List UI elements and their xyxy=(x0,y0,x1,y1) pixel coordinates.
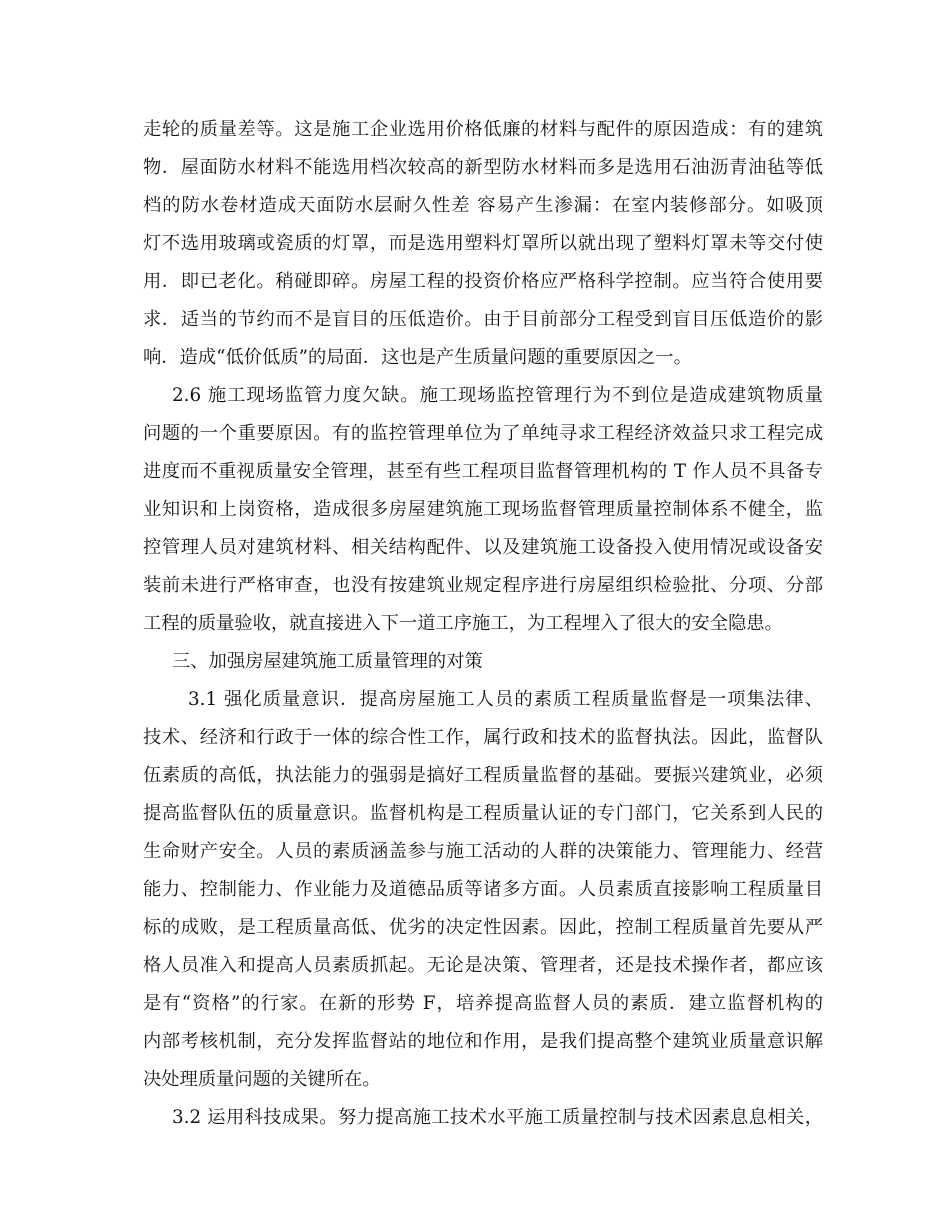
body-text-line: 工程的质量验收，就直接进入下一道工序施工，为工程埋入了很大的安全隐患。 xyxy=(143,613,783,634)
body-text-line: 标的成败，是工程质量高低、优劣的决定性因素。因此，控制工程质量首先要从严 xyxy=(143,917,823,938)
body-text-line: 档的防水卷材造成天面防水层耐久性差 容易产生渗漏：在室内装修部分。如吸顶 xyxy=(143,195,823,216)
body-text-line: 物．屋面防水材料不能选用档次较高的新型防水材料而多是选用石油沥青油毡等低 xyxy=(143,157,823,178)
body-text-line: 问题的一个重要原因。有的监控管理单位为了单纯寻求工程经济效益只求工程完成 xyxy=(143,423,823,444)
section-paragraph-start: 3.1 强化质量意识．提高房屋施工人员的素质工程质量监督是一项集法律、 xyxy=(188,689,823,710)
body-text-line: 灯不选用玻璃或瓷质的灯罩，而是选用塑料灯罩所以就出现了塑料灯罩未等交付使 xyxy=(143,233,823,254)
body-text-line: 求．适当的节约而不是盲目的压低造价。由于目前部分工程受到盲目压低造价的影 xyxy=(143,309,823,330)
body-text-line: 提高监督队伍的质量意识。监督机构是工程质量认证的专门部门，它关系到人民的 xyxy=(143,803,823,824)
section-heading: 三、加强房屋建筑施工质量管理的对策 xyxy=(172,651,483,672)
body-text-line: 决处理质量问题的关键所在。 xyxy=(143,1069,381,1090)
body-text-line: 生命财产安全。人员的素质涵盖参与施工活动的人群的决策能力、管理能力、经营 xyxy=(143,841,823,862)
body-text-line: 装前未进行严格审查，也没有按建筑业规定程序进行房屋组织检验批、分项、分部 xyxy=(143,575,823,596)
body-text-line: 内部考核机制，充分发挥监督站的地位和作用，是我们提高整个建筑业质量意识解 xyxy=(143,1031,823,1052)
body-text-line: 技术、经济和行政于一体的综合性工作，属行政和技术的监督执法。因此，监督队 xyxy=(143,727,823,748)
body-text-line: 业知识和上岗资格，造成很多房屋建筑施工现场监督管理质量控制体系不健全，监 xyxy=(143,499,823,520)
body-text-line: 伍素质的高低，执法能力的强弱是搞好工程质量监督的基础。要振兴建筑业，必须 xyxy=(143,765,823,786)
body-text-line: 格人员准入和提高人员素质抓起。无论是决策、管理者，还是技术操作者，都应该 xyxy=(143,955,823,976)
body-text-line: 能力、控制能力、作业能力及道德品质等诸多方面。人员素质直接影响工程质量目 xyxy=(143,879,823,900)
body-text-line: 控管理人员对建筑材料、相关结构配件、以及建筑施工设备投入使用情况或设备安 xyxy=(143,537,823,558)
body-text-line: 用．即已老化。稍碰即碎。房屋工程的投资价格应严格科学控制。应当符合使用要 xyxy=(143,271,823,292)
body-text-line: 是有“资格”的行家。在新的形势 F，培养提高监督人员的素质．建立监督机构的 xyxy=(143,993,823,1014)
body-text-line: 走轮的质量差等。这是施工企业选用价格低廉的材料与配件的原因造成：有的建筑 xyxy=(143,119,823,140)
body-text-line: 进度而不重视质量安全管理，甚至有些工程项目监督管理机构的 T 作人员不具备专 xyxy=(143,461,823,482)
section-paragraph-start: 2.6 施工现场监管力度欠缺。施工现场监控管理行为不到位是造成建筑物质量 xyxy=(172,385,823,406)
section-paragraph-start: 3.2 运用科技成果。努力提高施工技术水平施工质量控制与技术因素息息相关， xyxy=(172,1107,823,1128)
body-text-line: 响．造成“低价低质”的局面．这也是产生质量问题的重要原因之一。 xyxy=(143,347,692,368)
